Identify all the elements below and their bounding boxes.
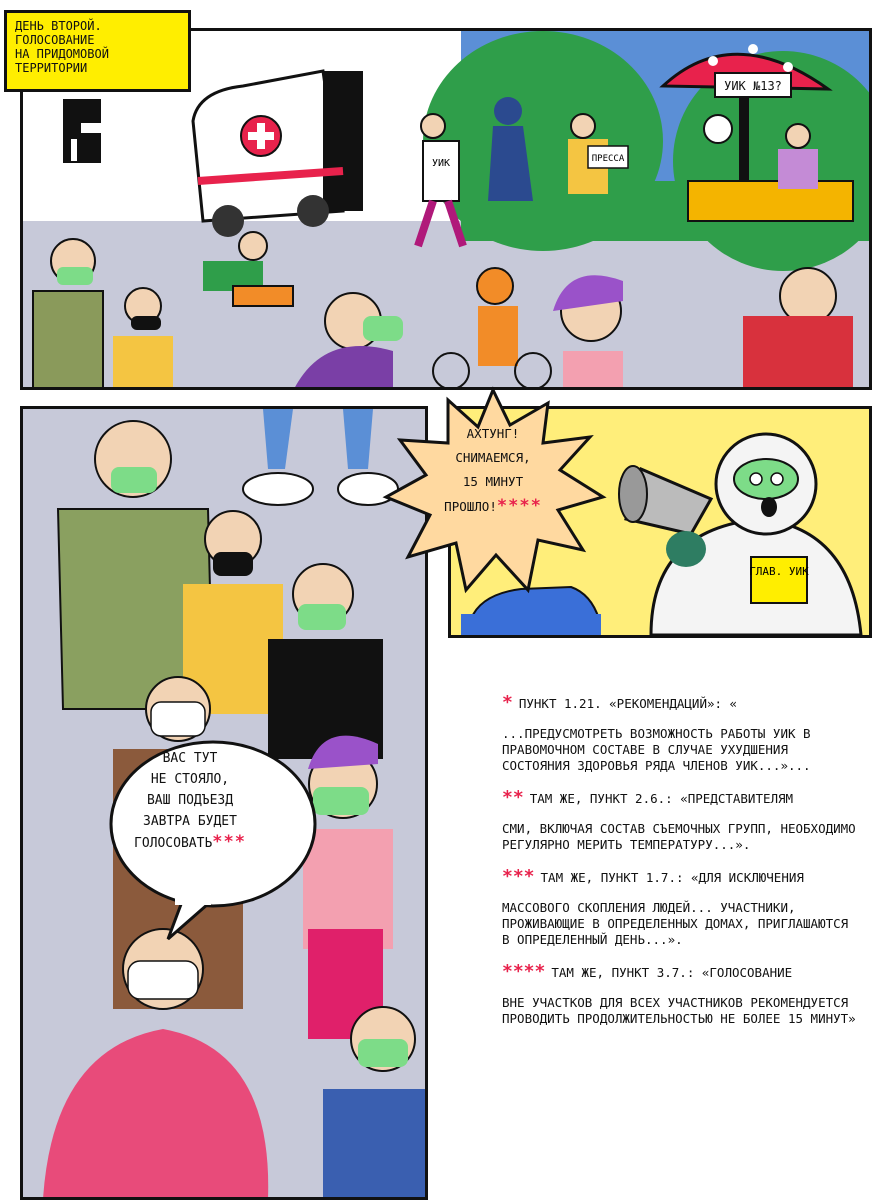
bubble-queue-line: ЗАВТРА БУДЕТ — [143, 814, 237, 829]
footnote-head-text: ТАМ ЖЕ, ПУНКТ 1.7.: «ДЛЯ ИСКЛЮЧЕНИЯ — [540, 870, 804, 885]
footnote-body: СМИ, ВКЛЮЧАЯ СОСТАВ СЪЕМОЧНЫХ ГРУПП, НЕОБХОДИМО РЕГУЛЯРНО МЕРИТЬ ТЕМПЕРАТУРУ...». — [502, 821, 856, 852]
box-sign: УИК — [431, 158, 451, 169]
footnote-head-text: ТАМ ЖЕ, ПУНКТ 3.7.: «ГОЛОСОВАНИЕ — [551, 965, 793, 980]
footnote-head-text: ПУНКТ 1.21. «РЕКОМЕНДАЦИЙ»: « — [518, 696, 738, 711]
starburst-mark: **** — [496, 496, 542, 516]
starburst-line: 15 МИНУТ — [462, 474, 524, 489]
footnote-mark: ** — [502, 787, 524, 808]
footnote-head — [502, 961, 862, 982]
booth-sign: УИК №13? — [724, 79, 782, 93]
bubble-queue-text — [100, 748, 280, 854]
bubble-queue-line: ВАШ ПОДЪЕЗД — [146, 793, 234, 808]
footnote-mark: **** — [502, 961, 546, 982]
bubble-queue-line: ВАС ТУТ — [162, 751, 218, 766]
vest-sign: ГЛАВ. УИК — [749, 565, 809, 578]
starburst-line: АХТУНГ! — [466, 426, 520, 441]
footnote — [502, 692, 862, 774]
bubble-queue-line: НЕ СТОЯЛО, — [150, 772, 230, 787]
footnote-head-text: ТАМ ЖЕ, ПУНКТ 2.6.: «ПРЕДСТАВИТЕЛЯМ — [529, 791, 794, 806]
bubble-queue-line: ГОЛОСОВАТЬ — [134, 836, 213, 851]
press-sign: ПРЕССА — [591, 154, 625, 164]
footnote-head — [502, 692, 862, 713]
starburst-text — [408, 422, 578, 519]
starburst-last — [408, 494, 578, 519]
footnote-head — [502, 787, 862, 808]
footnote — [502, 866, 862, 948]
footnote-mark: * — [502, 692, 513, 713]
caption-line: ТЕРРИТОРИИ — [15, 61, 88, 75]
footnote-head — [502, 866, 862, 887]
footnote-mark: *** — [502, 866, 535, 887]
caption-line: ГОЛОСОВАНИЕ — [15, 33, 95, 47]
starburst-line: ПРОШЛО! — [444, 499, 497, 514]
footnote — [502, 961, 862, 1027]
bubble-queue-last — [100, 832, 280, 854]
caption-box — [4, 10, 191, 92]
footnote-body: ...ПРЕДУСМОТРЕТЬ ВОЗМОЖНОСТЬ РАБОТЫ УИК В ПРАВОМОЧНОМ СОСТАВЕ В СЛУЧАЕ УХУДШЕНИЯ СОСТОЯНИЯ ЗДОРОВЬЯ РЯДА ЧЛЕНОВ УИК...»... — [502, 726, 811, 773]
footnotes — [502, 692, 862, 1043]
caption-line: ДЕНЬ ВТОРОЙ. — [15, 19, 102, 33]
bubble-queue-mark: *** — [212, 832, 246, 852]
footnote-body: МАССОВОГО СКОПЛЕНИЯ ЛЮДЕЙ... УЧАСТНИКИ, ПРОЖИВАЮЩИЕ В ОПРЕДЕЛЕННЫХ ДОМАХ, ПРИГЛАШАЮТСЯ В ОПРЕДЕЛЕННЫЙ ДЕНЬ...». — [502, 900, 849, 947]
caption-line: НА ПРИДОМОВОЙ — [15, 47, 109, 61]
footnote-body: ВНЕ УЧАСТКОВ ДЛЯ ВСЕХ УЧАСТНИКОВ РЕКОМЕНДУЕТСЯ ПРОВОДИТЬ ПРОДОЛЖИТЕЛЬНОСТЬЮ НЕ БОЛЕЕ 15 МИНУТ» — [502, 995, 856, 1026]
starburst-line: СНИМАЕМСЯ, — [455, 450, 531, 465]
ambulance — [193, 71, 363, 237]
footnote — [502, 787, 862, 853]
